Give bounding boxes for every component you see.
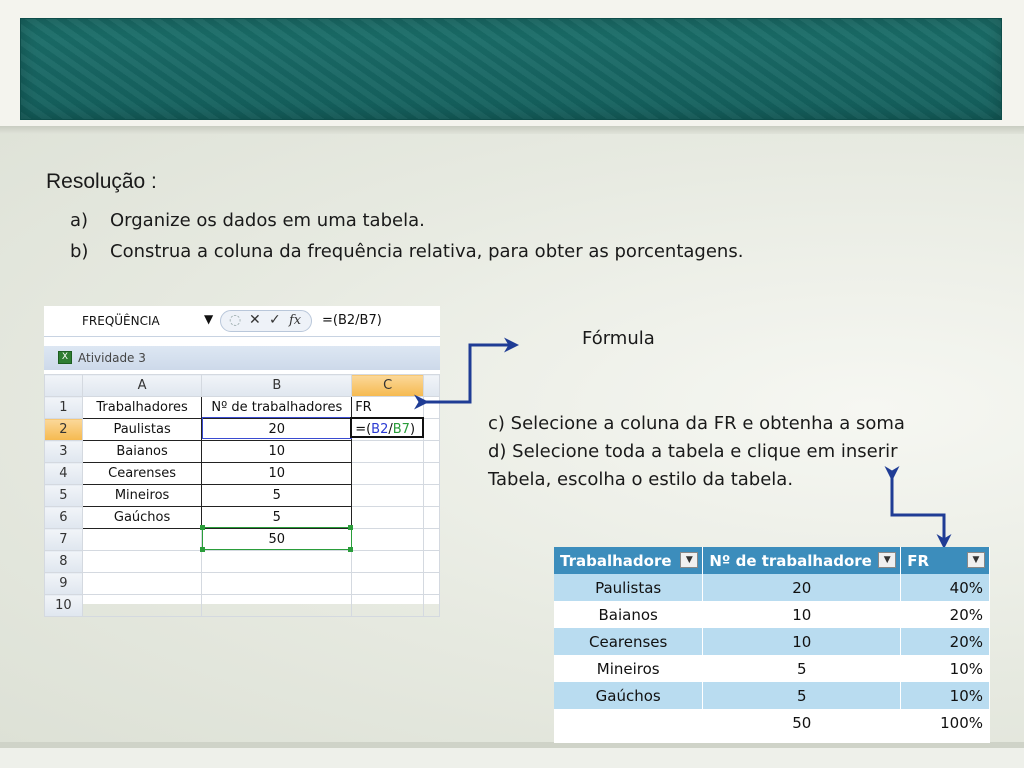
table-cell[interactable]: 10%: [901, 682, 990, 709]
table-row: [554, 574, 990, 601]
table-arrow: [892, 478, 944, 546]
excel-icon: X: [58, 351, 72, 364]
cell-b7[interactable]: 50: [202, 529, 352, 551]
column-header-b[interactable]: B: [202, 375, 352, 397]
table-row: [554, 709, 990, 736]
list-text: Construa a coluna da frequência relativa, para obter as porcentagens.: [110, 241, 744, 262]
table-cell[interactable]: 5: [703, 682, 901, 709]
cell-b6[interactable]: 5: [202, 507, 352, 529]
formula-part: ): [409, 422, 416, 437]
table-row: [554, 601, 990, 628]
table-cell[interactable]: Paulistas: [554, 574, 703, 601]
workbook-title: Atividade 3: [78, 351, 146, 365]
table-row: [554, 682, 990, 709]
check-icon[interactable]: ✓: [269, 312, 281, 328]
table-cell[interactable]: Gaúchos: [554, 682, 703, 709]
table-cell[interactable]: 10%: [901, 655, 990, 682]
table-cell[interactable]: [554, 709, 703, 736]
cell-a1[interactable]: Trabalhadores: [82, 397, 202, 419]
circle-icon: ◌: [229, 312, 242, 328]
step-line: Tabela, escolha o estilo da tabela.: [488, 469, 794, 490]
row-header[interactable]: 7: [45, 529, 83, 551]
filter-dropdown-icon[interactable]: ▼: [680, 552, 698, 568]
header-fr[interactable]: [901, 547, 990, 574]
row-header[interactable]: 3: [45, 441, 83, 463]
row-header[interactable]: 1: [45, 397, 83, 419]
row-header[interactable]: 2: [45, 419, 83, 441]
cell-a5[interactable]: Mineiros: [82, 485, 202, 507]
column-header-a[interactable]: A: [82, 375, 202, 397]
row-header[interactable]: 8: [45, 551, 83, 573]
table-cell[interactable]: 50: [703, 709, 901, 736]
row-header[interactable]: 10: [45, 595, 83, 617]
header-label: Nº de trabalhadore: [709, 551, 872, 570]
formula-ref-b2: B2: [371, 422, 389, 437]
filter-dropdown-icon[interactable]: ▼: [967, 552, 985, 568]
cell-b1[interactable]: Nº de trabalhadores: [202, 397, 352, 419]
name-box[interactable]: FREQÜÊNCIA: [82, 314, 160, 328]
table-cell[interactable]: 20%: [901, 628, 990, 655]
function-icon[interactable]: fx: [289, 313, 302, 328]
header-numero[interactable]: [703, 547, 901, 574]
table-cell[interactable]: 20%: [901, 601, 990, 628]
table-cell[interactable]: 100%: [901, 709, 990, 736]
cancel-icon[interactable]: ✕: [249, 312, 261, 328]
column-header-c[interactable]: C: [352, 375, 424, 397]
styled-result-table: [554, 547, 990, 743]
formula-ref-b7: B7: [392, 422, 410, 437]
table-cell[interactable]: Baianos: [554, 601, 703, 628]
section-heading: Resolução :: [46, 170, 157, 193]
cell-b5[interactable]: 5: [202, 485, 352, 507]
step-line: d) Selecione toda a tabela e clique em inserir: [488, 441, 898, 462]
cell-c1[interactable]: FR: [352, 397, 424, 419]
header-label: Trabalhadore: [560, 551, 672, 570]
filter-dropdown-icon[interactable]: ▼: [878, 552, 896, 568]
cell-a6[interactable]: Gaúchos: [82, 507, 202, 529]
cell-b4[interactable]: 10: [202, 463, 352, 485]
list-text: Organize os dados em uma tabela.: [110, 210, 425, 231]
list-marker: b): [70, 241, 89, 262]
chevron-down-icon[interactable]: ▼: [204, 312, 214, 326]
table-cell[interactable]: 40%: [901, 574, 990, 601]
formula-text[interactable]: =(B2/B7): [322, 313, 382, 328]
table-row: [554, 628, 990, 655]
result-table: [554, 547, 990, 736]
row-header[interactable]: 4: [45, 463, 83, 485]
table-cell[interactable]: 10: [703, 628, 901, 655]
formula-part: =(: [355, 422, 372, 437]
row-header[interactable]: 6: [45, 507, 83, 529]
header-label: FR: [907, 551, 929, 570]
cell-b3[interactable]: 10: [202, 441, 352, 463]
formula-arrow: [426, 345, 516, 402]
formula-label: Fórmula: [582, 328, 655, 349]
cell-a3[interactable]: Baianos: [82, 441, 202, 463]
cell-a2[interactable]: Paulistas: [82, 419, 202, 441]
header-trabalhadores[interactable]: [554, 547, 703, 574]
list-marker: a): [70, 210, 89, 231]
formula-part: /: [388, 422, 393, 437]
table-cell[interactable]: 20: [703, 574, 901, 601]
table-row: [554, 655, 990, 682]
cell-b2[interactable]: 20: [202, 419, 352, 441]
table-cell[interactable]: Mineiros: [554, 655, 703, 682]
table-cell[interactable]: 10: [703, 601, 901, 628]
table-cell[interactable]: 5: [703, 655, 901, 682]
table-cell[interactable]: Cearenses: [554, 628, 703, 655]
cell-a4[interactable]: Cearenses: [82, 463, 202, 485]
row-header[interactable]: 9: [45, 573, 83, 595]
step-line: c) Selecione a coluna da FR e obtenha a soma: [488, 413, 905, 434]
row-header[interactable]: 5: [45, 485, 83, 507]
